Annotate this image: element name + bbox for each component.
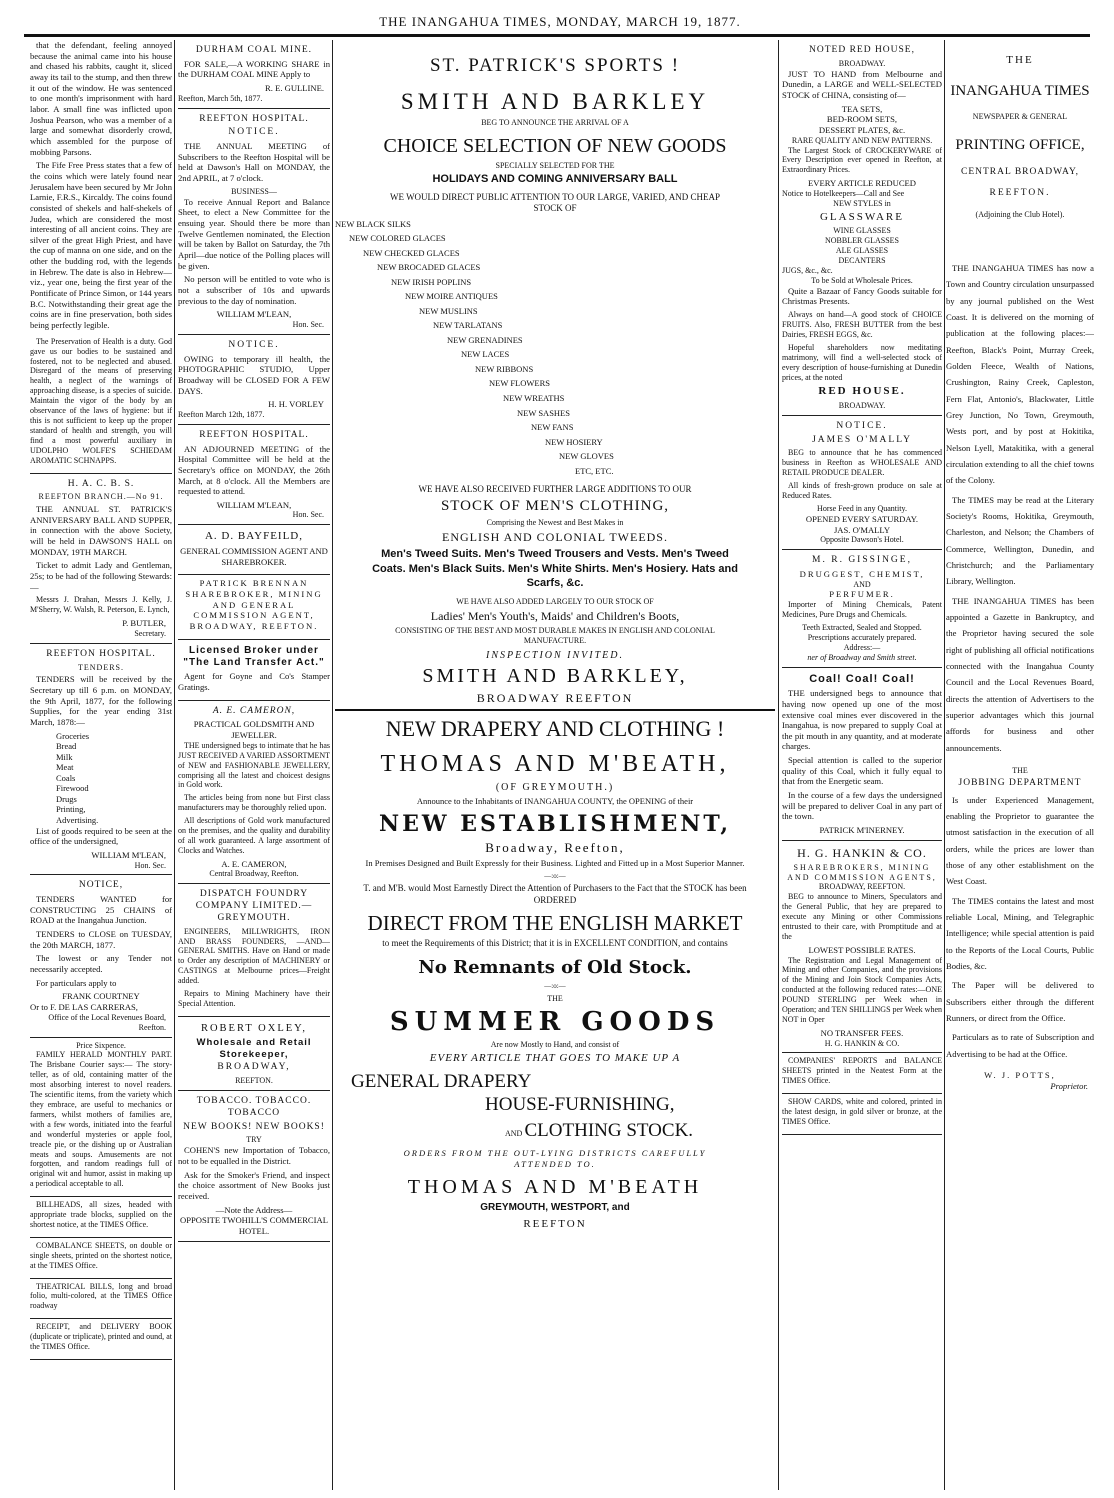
ad-text: SHOW CARDS, white and colored, printed in the latest design, in gold silver or bronze, at the TIMES Office. (782, 1097, 942, 1126)
ad-text: The lowest or any Tender not necessarily accepted. (30, 953, 172, 975)
ad-date: Reefton March 12th, 1877. (178, 409, 265, 419)
ad-heading: HOLIDAYS AND COMING ANNIVERSARY BALL (432, 172, 678, 185)
list-item: NEW BLACK SILKS (335, 218, 411, 229)
ad-text: All kinds of fresh-grown produce on sale at Reduced Rates. (782, 481, 942, 501)
ad-signer-title: Proprietor. (1050, 1080, 1088, 1091)
column-divider (174, 40, 175, 1490)
ad-heading: NEW DRAPERY AND CLOTHING ! (385, 715, 725, 741)
ad-text: Special attention is called to the superior quality of this Coal, which it fully equal to that from the Energetic seam. (782, 755, 942, 787)
ad-text: Messrs J. Drahan, Messrs J. Kelly, J. M'Sherry, W. Walsh, R. Peterson, E. Lynch, (30, 595, 172, 615)
ad-heading: REEFTON HOSPITAL. (46, 648, 156, 659)
ad-text: —Note the Address— (215, 1204, 293, 1215)
ad-text: RECEIPT, and DELIVERY BOOK (duplicate or triplicate), printed and ound, at the TIMES Office. (30, 1322, 172, 1352)
ad-address: REEFTON (523, 1218, 587, 1231)
ad-text: List of goods required to be seen at the office of the undersigned, (30, 825, 172, 847)
ad-text: AND (505, 1128, 523, 1138)
ad-date: Reefton, March 5th, 1877. (178, 93, 263, 103)
list-item: Drugs (56, 793, 77, 804)
list-item: WINE GLASSES (833, 226, 891, 236)
ad-heading: Ladies' Men's Youth's, Maids' and Children's Boots, (430, 609, 680, 624)
ad-heading: NOTICE, (78, 880, 124, 891)
ad-heading: SUMMER GOODS (389, 1006, 721, 1037)
ad-text: TENDERS will be received by the Secretary up till 6 p.m. on MONDAY, the 9th April, 1877, for the following Supplies, for the year ending 31st March, 1878:— (30, 674, 172, 728)
list-item: Bread (56, 741, 77, 752)
masthead-rule (24, 34, 1090, 37)
ad-text: Always on hand—A good stock of CHOICE FRUITS. Also, FRESH BUTTER from the best Dairies, FRESH EGGS, &c. (782, 310, 942, 339)
ad-text: WE HAVE ALSO ADDED LARGELY TO OUR STOCK OF (456, 597, 654, 607)
ad-text: PATRICK BRENNAN SHAREBROKER, MINING AND GENERAL COMMISSION AGENT, BROADWAY, REEFTON. (185, 578, 323, 631)
ad-text: OWING to temporary ill health, the PHOTOGRAPHIC STUDIO, Upper Broadway will be CLOSED FOR A FEW DAYS. (178, 353, 330, 396)
ad-text: In the course of a few days the undersigned will be prepared to deliver Coal in any part of the town. (782, 790, 942, 822)
ad-heading: No Remnants of Old Stock. (418, 956, 692, 978)
masthead: THE INANGAHUA TIMES, MONDAY, MARCH 19, 1877. (379, 14, 741, 29)
price-label: Price Sixpence. (76, 1040, 126, 1050)
ad-heading: NOTICE. (836, 420, 888, 431)
list-item: JUGS, &c., &c. (782, 265, 833, 275)
ad-text: COMBALANCE SHEETS, on double or single sheets, printed on the shortest notice, at the TIMES Office. (30, 1240, 172, 1270)
ad-address: BROADWAY. (838, 58, 886, 68)
ad-text: RARE QUALITY AND NEW PATTERNS. (791, 135, 933, 145)
ad-heading: THE (1006, 54, 1034, 66)
ad-heading: ENGLISH AND COLONIAL TWEEDS. (442, 529, 668, 544)
ad-subheading: REEFTON BRANCH.—No 91. (38, 492, 164, 502)
ad-address: Broadway, Reefton, (485, 840, 625, 856)
ad-address: BROADWAY, (217, 1062, 291, 1073)
ad-heading: GLASSWARE (819, 210, 904, 223)
ad-text: Men's Tweed Suits. Men's Tweed Trousers and Vests. Men's Tweed Coats. Men's Black Suits. Men's White Shirts. Men's Hosiery. Hats and Scarfs, &c. (372, 547, 738, 590)
ad-heading: PRINTING OFFICE, (955, 137, 1085, 154)
ad-address: REEFTON. (235, 1076, 273, 1086)
ad-subheading: TRY (246, 1135, 262, 1145)
list-item: DECANTERS (838, 256, 886, 266)
ad-signer-title: Hon. Sec. (134, 860, 166, 870)
ad-text: FAMILY HERALD MONTHLY PART. The Brisbane Courier says:— The story-teller, as of old, containing matter of the most absorbing interest to novel readers. The scientific items, from the variety which they embrace, are useful to mechanics or farmers, whilst mothers of families are, with a few words, initiated into the fearful and wonderful mysteries or apple fool, treacle pie, or the dishing up or Australian meats and soups. Amusements are not forgotten, and random readings full of original wit and humor, assist in making up a periodical acceptable to all. (30, 1050, 172, 1189)
list-item: TEA SETS, (841, 103, 883, 114)
ad-text: GENERAL COMMISSION AGENT AND SHAREBROKER. (180, 546, 328, 567)
list-item: NEW CHECKED GLACES (363, 247, 460, 258)
ad-text: Prescriptions accurately prepared. (807, 632, 917, 642)
ad-text: The TIMES contains the latest and most reliable Local, Mining, and Telegraphic Intelligence; while special attention is paid to the Reports of the Local Courts, Public Bodies, &c. (946, 895, 1094, 971)
ad-signer: WILLIAM M'LEAN, (216, 309, 292, 320)
list-item: NEW RIBBONS (475, 363, 534, 374)
ad-text: CONSISTING OF THE BEST AND MOST DURABLE MAKES IN ENGLISH AND COLONIAL MANUFACTURE. (395, 626, 715, 645)
ad-address: CENTRAL BROADWAY, (961, 166, 1079, 177)
ad-heading: A. D. BAYFEILD, (204, 530, 303, 543)
ad-text: The Largest Stock of CROCKERYWARE of Every Description ever opened in Reefton, at Extraordinary Prices. (782, 145, 942, 175)
list-item: NEW BROCADED GLACES (377, 262, 481, 273)
ad-heading: REEFTON HOSPITAL. (199, 429, 309, 440)
ad-signer: F. DE LAS CARRERAS, (50, 1002, 138, 1013)
ad-heading: ST. PATRICK'S SPORTS ! (429, 55, 681, 76)
ad-subheading: SHAREBROKERS, MINING AND COMMISSION AGENTS, (787, 862, 937, 882)
column-4 (782, 40, 942, 1490)
list-item: Advertising. (56, 815, 99, 825)
ad-subheading: BUSINESS— (231, 186, 277, 196)
divider: —:o:— (544, 982, 566, 991)
ad-address: GREYMOUTH, WESTPORT, and (480, 1202, 630, 1214)
ad-text: BEG TO ANNOUNCE THE ARRIVAL OF A (481, 118, 629, 128)
ad-signer: A. E. CAMERON, (221, 858, 287, 869)
ad-signer: H. H. VORLEY (268, 399, 324, 410)
ad-text: THE INANGAHUA TIMES has been appointed a Gazette in Bankruptcy, and the Proprietor having secured the sole right of publishing all official notifications connected with the Inangahua County Council and the Local Revenues Board, directs the attention of Advertisers to the superior advantages which this journal affords for business and other announcements. (946, 595, 1094, 753)
ad-text: NEW STYLES in (833, 198, 891, 208)
ad-text: THE undersigned begs to announce that having now opened up one of the most extensive coal mines ever discovered in the Inangahua, is now prepared to supply Coal at the pit mouth in any quantity, and at moderate charges. (782, 688, 942, 752)
ad-heading: DIRECT FROM THE ENGLISH MARKET (367, 910, 743, 935)
ad-heading: Coal! Coal! Coal! (809, 672, 915, 685)
list-item: ETC, ETC. (575, 465, 614, 476)
ad-text: Or to (30, 1002, 48, 1013)
ad-signer: H. G. HANKIN & CO. (824, 1038, 900, 1048)
ad-heading: EVERY ARTICLE THAT GOES TO MAKE UP A (429, 1051, 681, 1064)
divider: —:o:— (544, 871, 566, 880)
list-item: Firewood (56, 783, 89, 794)
ad-heading: CLOTHING STOCK. (524, 1119, 694, 1141)
list-item: Milk (56, 751, 73, 762)
ad-text: Is under Experienced Management, enabling the Proprietor to guarantee the utmost satisfaction in the execution of all orders, while the prices are lower than those of any other establishment on the West Coast. (946, 794, 1094, 887)
ad-heading: NEW ESTABLISHMENT, (378, 810, 731, 837)
ad-signer: WILLIAM M'LEAN, (216, 499, 292, 510)
ad-subheading: DRUGGEST, CHEMIST, (799, 568, 925, 579)
column-5 (946, 40, 1094, 1490)
ad-address: OPPOSITE TWOHILL'S COMMERCIAL HOTEL. (180, 1215, 328, 1236)
ad-text: Importer of Mining Chemicals, Patent Medicines, Pure Drugs and Chemicals. (782, 600, 942, 620)
ad-text: LOWEST POSSIBLE RATES. (808, 944, 916, 955)
list-item: BED-ROOM SETS, (826, 114, 898, 125)
ad-text: AND (853, 579, 871, 589)
ad-text: Ticket to admit Lady and Gentleman, 25s; to be had of the following Stewards:— (30, 560, 172, 592)
ad-text: Horse Feed in any Quantity. (817, 504, 907, 514)
ad-heading: HOUSE-FURNISHING, (485, 1094, 675, 1116)
ad-text: The Registration and Legal Management of Mining and other Companies, and the provisions of the Mining and Join Stock Companies Acts, conducted at the following reduced rates:—ONE POUND STERLING per Week when in Operation; and TEN SHILLINGS per Week when NOT in Oper (782, 955, 942, 1024)
ad-text: For particulars apply to (36, 977, 117, 988)
ad-heading: STOCK OF MEN'S CLOTHING, (440, 498, 670, 515)
list-item: NEW MUSLINS (419, 305, 478, 316)
ad-text: TENDERS to CLOSE on TUESDAY, the 20th MARCH, 1877. (30, 929, 172, 950)
ad-text: COHEN'S new Importation of Tobacco, not to be equalled in the District. (178, 1145, 330, 1166)
ad-text: T. and M'B. would Most Earnestly Direct the Attention of Purchasers to the Fact that the STOCK has been ORDERED (363, 883, 747, 905)
ad-text: THE ANNUAL ST. PATRICK'S ANNIVERSARY BALL AND SUPPER, in connection with the above Society, will be held in DAWSON'S HALL on MONDAY, 19TH MARCH. (30, 504, 172, 557)
ad-heading: JOBBING DEPARTMENT (958, 777, 1082, 788)
list-item: NEW LACES (461, 349, 510, 360)
ad-heading: NOTICE. (228, 339, 280, 350)
ad-address: REEFTON. (989, 188, 1051, 199)
ad-heading: INANGAHUA TIMES (950, 82, 1090, 99)
list-item: NEW GLOVES (559, 451, 614, 462)
supplies-list (30, 731, 172, 826)
article-text: The Preservation of Health is a duty. God gave us our bodies to be sustained and fostered, not to be neglected and abused. Disregard of the means of preserving health, a neglect of the warnings of approaching disease, is a species of suicide. Maintain the vigor of the body by an observance of the laws of hygiene: but if this is not sufficient to keep up the proper standard of health and strength, you will find a most powerful auxiliary in UDOLPHO WOLFE'S SCHIEDAM AROMATIC SCHNAPPS. (30, 336, 172, 465)
ad-text: The articles being from none but First class manufacturers may be thoroughly relied upon. (178, 793, 330, 813)
ad-heading: JAMES O'MALLY (812, 434, 912, 445)
list-item: NEW FANS (531, 422, 574, 433)
ad-text: THEATRICAL BILLS, long and broad folio, multi-colored, at the TIMES Office roadway (30, 1281, 172, 1311)
list-item: NEW TARLATANS (433, 320, 503, 331)
ad-heading: ROBERT OXLEY, (200, 1022, 308, 1034)
ad-text: Quite a Bazaar of Fancy Goods suitable for Christmas Presents. (782, 285, 942, 307)
ad-heading: GENERAL DRAPERY (351, 1070, 532, 1092)
column-1 (30, 40, 172, 1490)
ad-text: FOR SALE,—A WORKING SHARE in the DURHAM COAL MINE Apply to (178, 58, 330, 80)
ad-text: THE undersigned begs to intimate that he has JUST RECEIVED A VARIED ASSORTMENT of NEW and FASHIONABLE JEWELLERY, comprising all the latest and choicest designs in Gold work. (178, 740, 330, 790)
ad-text: TENDERS WANTED for CONSTRUCTING 25 CHAINS of ROAD at the Inangahua Junction. (30, 894, 172, 926)
ad-text: BEG to announce that he has commenced business in Reefton as WHOLESALE AND RETAIL PRODUCE DEALER. (782, 448, 942, 478)
ad-text: NO TRANSFER FEES. (820, 1027, 904, 1038)
ad-text: Repairs to Mining Machinery have their Special Attention. (178, 989, 330, 1008)
ad-heading: CHOICE SELECTION OF NEW GOODS (383, 134, 727, 157)
ad-address: Opposite Dawson's Hotel. (820, 535, 904, 545)
ad-text: ENGINEERS, MILLWRIGHTS, IRON AND BRASS FOUNDERS, —AND— GENERAL SMITHS. Have on Hand or made to Order any description of MACHINERY or CASTINGS at Melbourne prices—Freight added. (178, 926, 330, 986)
ad-address: BROADWAY REEFTON (335, 691, 775, 711)
ad-text: JUST TO HAND from Melbourne and Dunedin, a LARGE and WELL-SELECTED STOCK of CHINA, consisting of— (782, 68, 942, 100)
ad-firm-name: SMITH AND BARKLEY, (422, 665, 688, 688)
ad-signer: W. J. POTTS, (984, 1069, 1056, 1080)
ad-address: Central Broadway, Reefton. (209, 869, 299, 879)
ad-text: The Paper will be delivered to Subscribers either through the different Runners, or direct from the Office. (946, 980, 1094, 1023)
ad-text: THE INANGAHUA TIMES has now a Town and Country circulation unsurpassed by any journal published on the West Coast. It is delivered on the morning of publication at the following places:—Reefton, Black's Point, Murray Creek, Golden Fleece, Wealth of Nations, Crushington, Rainy Creek, Capleston, Fern Flat, Antonio's, Blackwater, Little Grey Junction, No Town, Greymouth, Wests port, and by post at Hokitika, Nelson Lyell, Matakitika, with a general circulation extending to all the chief towns of the Colony. (946, 263, 1094, 486)
ad-signer: FRANK COURTNEY (62, 991, 140, 1002)
ad-text: Teeth Extracted, Sealed and Stopped. (802, 622, 922, 632)
ad-text: AN ADJOURNED MEETING of the Hospital Committee will be held at the Secretary's office on MONDAY, the 26th March, at 8 o'clock. All the Members are requested to attend. (178, 443, 330, 497)
ad-heading: TOBACCO. TOBACCO. TOBACCO (196, 1096, 312, 1118)
ad-text: In Premises Designed and Built Expressly for their Business. Lighted and Fitted up in a Most Superior Manner. (365, 858, 745, 869)
list-item: NEW IRISH POPLINS (391, 276, 472, 287)
ad-signer: PATRICK M'INERNEY. (819, 825, 905, 836)
ad-text: THE (547, 993, 563, 1003)
ad-text: (Adjoining the Club Hotel). (975, 210, 1065, 220)
ad-text: THE ANNUAL MEETING of Subscribers to the Reefton Hospital will be held at Dawson's Hall on MONDAY, the 2nd APRIL, at 7 o'clock. (178, 141, 330, 184)
ad-text: Agent for Goyne and Co's Stamper Gratings. (178, 671, 330, 693)
ad-signer-title: Hon. Sec. (292, 319, 324, 329)
ad-text: ORDERS FROM THE OUT-LYING DISTRICTS CAREFULLY ATTENDED TO. (403, 1148, 707, 1169)
column-divider (944, 40, 945, 1490)
ad-text: BEG to announce to Miners, Speculators and the General Public, that hey are prepared to execute any Mining or other Commissions entrusted to their care, with Promptitude and at the (782, 892, 942, 941)
list-item: Groceries (56, 730, 90, 741)
ad-address: BROADWAY. (838, 401, 886, 411)
ad-heading: Licensed Broker under "The Land Transfer Act." (183, 644, 325, 668)
ad-text: Address:— (843, 642, 881, 652)
column-2 (178, 40, 330, 1490)
ad-text: Comprising the Newest and Best Makes in (486, 517, 624, 527)
ad-address: BROADWAY, REEFTON. (818, 882, 906, 892)
list-item: NEW WREATHS (503, 392, 565, 403)
list-item: ALE GLASSES (835, 246, 889, 256)
ad-text: WE WOULD DIRECT PUBLIC ATTENTION TO OUR LARGE, VARIED, AND CHEAP STOCK OF (389, 192, 720, 214)
list-item: NOBBLER GLASSES (824, 236, 899, 246)
list-item: Meat (56, 762, 74, 773)
ad-text: To receive Annual Report and Balance Sheet, to elect a New Committee for the ensuing year. Should there be more than Twelve Gentlemen nominated, the Election will be taken by Ballot on Saturday, the 7th April—due notice of the Polling places will be given. (178, 196, 330, 271)
ad-subheading: Wholesale and Retail Storekeeper, (196, 1036, 312, 1060)
ad-text: to meet the Requirements of this District; that it is in EXCELLENT CONDITION, and contains (382, 937, 728, 948)
ad-address: ner of Broadway and Smith street. (807, 652, 917, 662)
ad-subheading: TENDERS. (78, 662, 124, 672)
list-item: NEW GRENADINES (447, 334, 523, 345)
ad-signer-title: Hon. Sec. (292, 510, 324, 520)
ad-subheading: (OF GREYMOUTH.) (495, 781, 615, 793)
ad-signer-title: Office of the Local Revenues Board, Reefton. (48, 1012, 166, 1032)
ad-text: INSPECTION INVITED. (486, 649, 624, 661)
column-3 (335, 40, 775, 1490)
article-text: that the defendant, feeling annoyed because the animal came into his house and chased his rabbits, caught it, sliced away its tail to the stump, and then threw it out of the window. He was sentenced to one month's imprisonment with hard labor. A small fine was inflicted upon Joshua Pearson, who was a member of a large and somewhat disorderly crowd, which assembled for the purpose of mobbing Parsons. (30, 40, 172, 157)
ad-text: Notice to Hotelkeepers—Call and See (782, 188, 905, 198)
ad-text: Announce to the Inhabitants of INANGAHUA COUNTY, the OPENING of their (416, 796, 694, 807)
list-item: DESSERT PLATES, &c. (818, 124, 906, 135)
ad-firm-name: THOMAS AND M'BEATH (407, 1176, 703, 1199)
ad-text: THE (1012, 766, 1028, 775)
ad-text: COMPANIES' REPORTS and BALANCE SHEETS printed in the Neatest Form at the TIMES Office. (782, 1056, 942, 1086)
ad-text: Hopeful shareholders now meditating matrimony, will find a well-selected stock of every description of house-furnishing at Dunedin prices, at the noted (782, 342, 942, 382)
ad-text: Ask for the Smoker's Friend, and inspect the choice assortment of New Books just received. (178, 1169, 330, 1201)
list-item: NEW SASHES (517, 407, 570, 418)
article-text: The Fife Free Press states that a few of the coins which were lately found near Jerusalem have been secured by Mr John Larnie, F.R.S., Kircaldy. The coins found consisted of shekels and half-shekels of Judea, which are considered the most interesting of all ancient coins. They are silver of the great High Priest, and have the cup of manna on one side, and on the other the budding rod, with the legends in Hebrew. The date is also in Hebrew—viz., year one, being the first year of the Pontificate of Prince Simon, or 144 years B.C. Notwithstanding their great age the coins are in fine preservation, both sides being perfectly legible. (30, 160, 172, 331)
ad-heading: DURHAM COAL MINE. (195, 45, 313, 55)
ad-text: SPECIALLY SELECTED FOR THE (495, 160, 615, 170)
ad-heading: NOTED RED HOUSE, (809, 45, 915, 55)
ad-text: All descriptions of Gold work manufactured on the premises, and the quality and durability of all work guaranteed. A large assortment of Clocks and Watches. (178, 816, 330, 855)
column-divider (332, 40, 333, 1490)
ad-text: No person will be entitled to vote who is not a subscriber of 10s and upwards previous to the day of nomination. (178, 274, 330, 306)
ad-subheading: NEWSPAPER & GENERAL (972, 112, 1068, 122)
ad-heading: A. E. CAMERON, (212, 705, 296, 716)
ad-signer: JAS. O'MALLY (833, 524, 891, 535)
ad-subheading: PRACTICAL GOLDSMITH AND JEWELLER. (193, 719, 315, 741)
ad-text: Are now Mostly to Hand, and consist of (490, 1040, 620, 1050)
ad-text: Particulars as to rate of Subscription and Advertising to be had at the Office. (946, 1032, 1094, 1059)
ad-heading: NEW BOOKS! NEW BOOKS! (183, 1121, 325, 1132)
ad-firm-name: THOMAS AND M'BEATH, (380, 751, 730, 778)
ad-subheading: PERFUMER. (829, 589, 895, 600)
ad-heading: M. R. GISSINGE, (812, 555, 912, 566)
list-item: NEW COLORED GLACES (349, 233, 446, 244)
list-item: NEW FLOWERS (489, 378, 550, 389)
ad-signer: R. E. GULLINE. (265, 83, 324, 94)
ad-signer-title: Secretary. (134, 628, 166, 638)
goods-list (335, 219, 775, 477)
ad-text: BILLHEADS, all sizes, headed with appropriate trade blocks, supplied on the shortest notice, at the TIMES Office. (30, 1200, 172, 1229)
list-item: Coals (56, 772, 76, 783)
ad-firm-name: SMITH AND BARKLEY (400, 88, 710, 114)
ad-text: To be Sold at Wholesale Prices. (811, 275, 913, 285)
ad-text: WE HAVE ALSO RECEIVED FURTHER LARGE ADDITIONS TO OUR (418, 484, 692, 495)
ad-heading: DISPATCH FOUNDRY COMPANY LIMITED.—GREYMOUTH. (195, 889, 313, 923)
list-item: Printing, (56, 804, 86, 815)
list-item: NEW HOSIERY (545, 436, 603, 447)
ad-signer: WILLIAM M'LEAN, (91, 849, 166, 860)
ad-text: OPENED EVERY SATURDAY. (805, 513, 919, 524)
ad-signer: P. BUTLER, (122, 618, 166, 629)
ad-heading: H. A. C. B. S. (67, 478, 135, 489)
ad-text: The TIMES may be read at the Literary Society's Rooms, Hokitika, Greymouth, Charleston, and Nelson; the Chambers of Commerce, Wellington, Dunedin, and Christchurch; and the Parliamentary Library, Wellington. (946, 494, 1094, 587)
ad-text: EVERY ARTICLE REDUCED (807, 178, 917, 189)
ad-heading: REEFTON HOSPITAL. (199, 113, 309, 124)
ad-subheading: NOTICE. (228, 127, 280, 138)
column-divider (778, 40, 779, 1490)
ad-heading: RED HOUSE. (818, 385, 906, 398)
list-item: NEW MOIRE ANTIQUES (405, 291, 498, 302)
ad-heading: H. G. HANKIN & CO. (797, 845, 927, 860)
